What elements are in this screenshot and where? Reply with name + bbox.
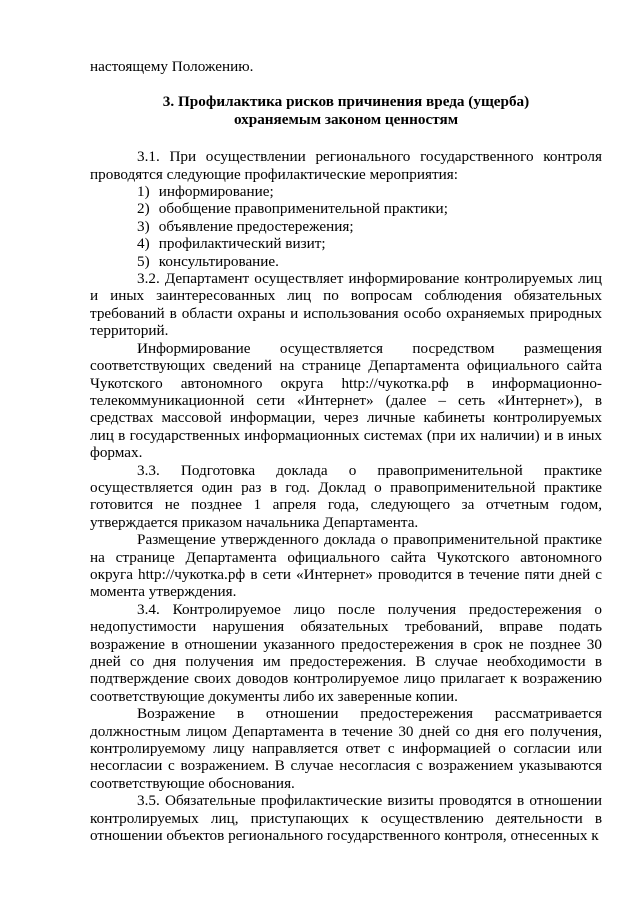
list-item-number: 5) — [137, 252, 150, 270]
intro-line: настоящему Положению. — [90, 58, 254, 75]
list-item-number: 3) — [137, 217, 150, 235]
list-item-text: информирование; — [158, 183, 274, 201]
paragraph-informing: Информирование осуществляется посредством размещения соответствующих сведений на странице Департамента официального сайта Чукотского автономного округа http://чукотка.рф в информационно-телекоммуникационной сети «Интернет» (далее – сеть «Интернет»), в средствах массовой информации, через личные кабинеты контролируемых лиц в государственных информационных системах (при их наличии) и в иных формах. — [90, 339, 602, 462]
paragraph-3-1: 3.1. При осуществлении регионального государственного контроля проводятся следующие профилактические мероприятия: — [90, 148, 602, 183]
list-item — [90, 183, 602, 200]
paragraph-3-5: 3.5. Обязательные профилактические визиты проводятся в отношении контролируемых лиц, приступающих к осуществлению деятельности в отношении объектов регионального государственного контроля, отнесенных к — [90, 792, 602, 845]
section-heading — [90, 93, 602, 128]
list-item-number: 2) — [137, 200, 150, 218]
section-title-line-1: 3. Профилактика рисков причинения вреда (ущерба) — [162, 93, 530, 111]
list-item-number: 1) — [137, 183, 150, 201]
list-item-text: профилактический визит; — [158, 235, 326, 253]
list-item — [90, 200, 602, 217]
paragraph-3-4: 3.4. Контролируемое лицо после получения предостережения о недопустимости нарушения обязательных требований, вправе подать возражение в отношении указанного предостережения в срок не позднее 30 дней со дня получения им предостережения. В случае необходимости в подтверждение своих доводов контролируемое лицо прилагает к возражению соответствующие документы либо их заверенные копии. — [90, 600, 602, 705]
paragraph-report-placement: Размещение утвержденного доклада о правоприменительной практике на странице Департамента официального сайта Чукотского автономного округа http://чукотка.рф в сети «Интернет» проводится в течение пяти дней с момента утверждения. — [90, 531, 602, 601]
list-item-text: обобщение правоприменительной практики; — [158, 200, 448, 218]
document-body — [90, 58, 602, 844]
list-item-text: объявление предостережения; — [158, 217, 354, 235]
list-item — [90, 235, 602, 252]
list-item-text: консультирование. — [158, 252, 279, 270]
list-item — [90, 253, 602, 270]
preventive-measures-list — [90, 183, 602, 270]
list-item-number: 4) — [137, 235, 150, 253]
paragraph-3-2: 3.2. Департамент осуществляет информирование контролируемых лиц и иных заинтересованных лиц по вопросам соблюдения обязательных требований в области охраны и использования особо охраняемых природных территорий. — [90, 270, 602, 340]
list-item — [90, 218, 602, 235]
paragraph-3-3: 3.3. Подготовка доклада о правоприменительной практике осуществляется один раз в год. Доклад о правоприменительной практике готовится не позднее 1 апреля года, следующего за отчетным годом, утверждается приказом начальника Департамента. — [90, 461, 602, 531]
section-title-line-2: охраняемым законом ценностям — [233, 110, 459, 128]
paragraph-objection: Возражение в отношении предостережения рассматривается должностным лицом Департамента в течение 30 дней со дня его получения, контролируемому лицу направляется ответ с информацией о согласии или несогласии с возражением. В случае несогласия с возражением указываются соответствующие обоснования. — [90, 705, 602, 792]
